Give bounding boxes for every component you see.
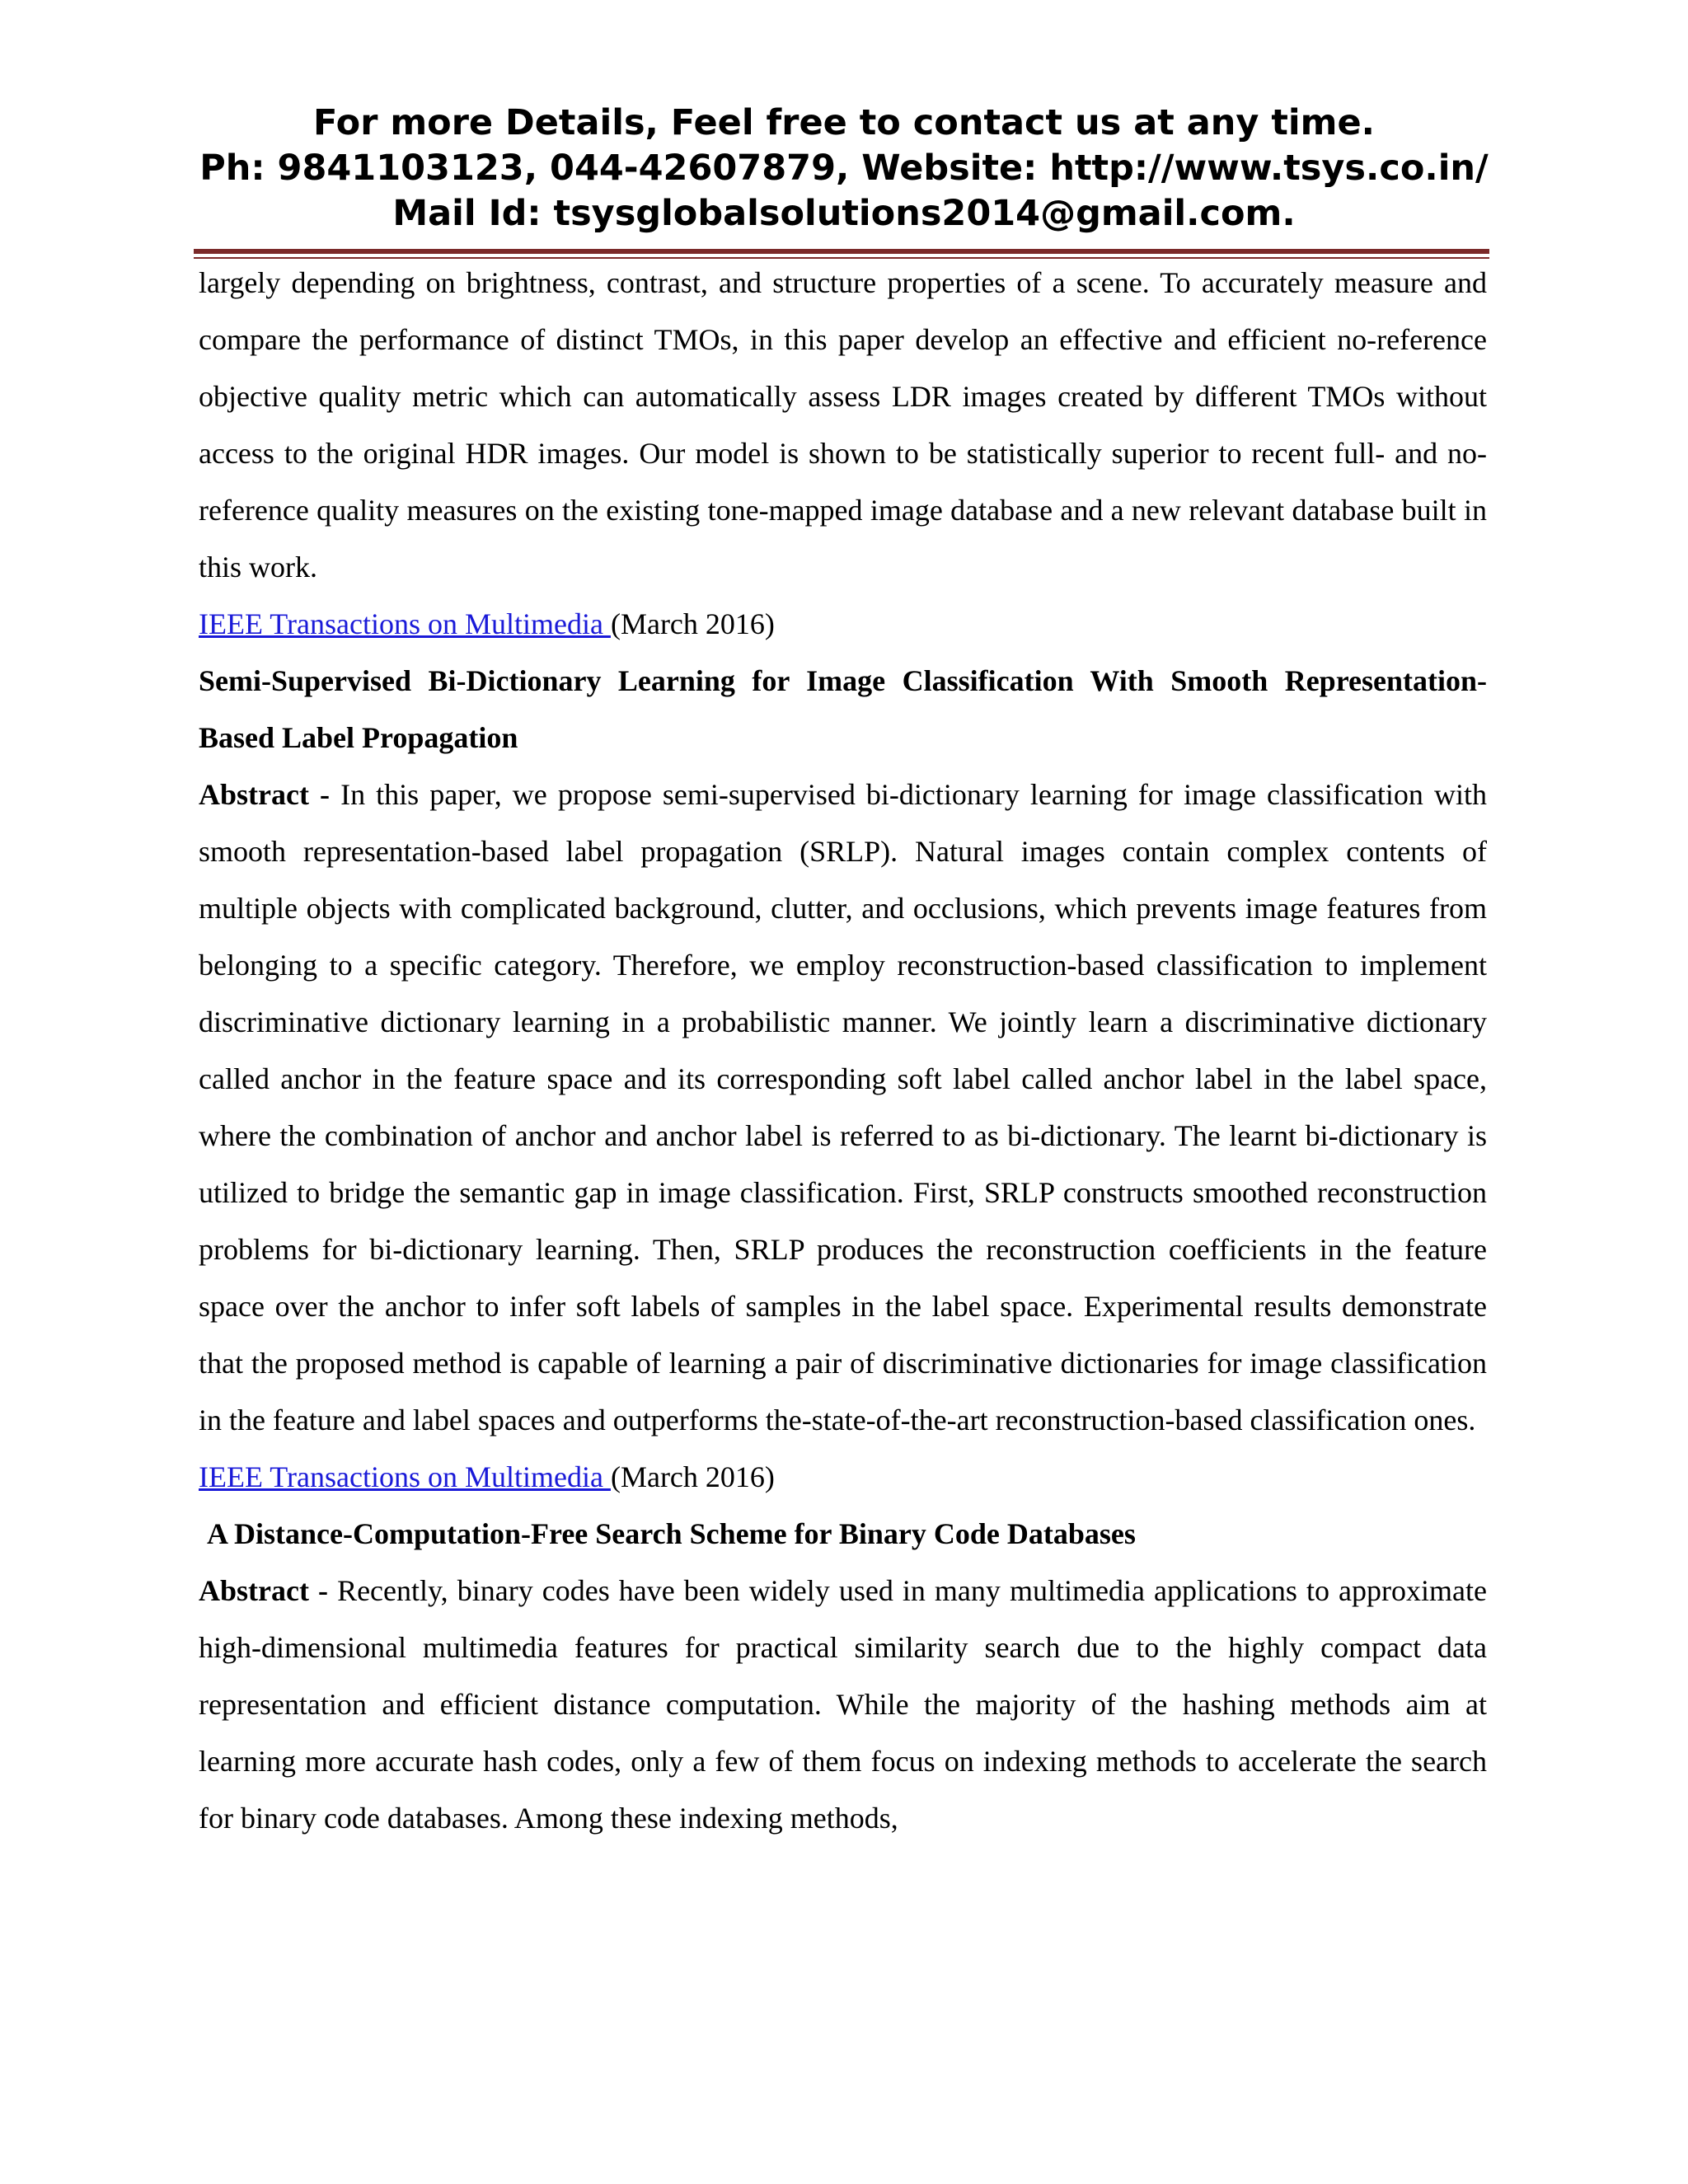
entry-2-abstract-text: Recently, binary codes have been widely used in many multimedia applications to approximate high-dimensional multimedia features for practical similarity search due to the highly compact data representation and efficient distance computation. While the majority of the hashing methods aim at learning more accurate hash codes, only a few of them focus on indexing methods to accelerate the search for binary code databases. Among these indexing methods,	[199, 1574, 1487, 1835]
header-line-phone-website: Ph: 9841103123, 044-42607879, Website: http://www.tsys.co.in/	[199, 148, 1489, 189]
entry-2-date: (March 2016)	[610, 1460, 775, 1493]
entry-2-abstract	[199, 1563, 1487, 1847]
entry-2-journal-link[interactable]: IEEE Transactions on Multimedia	[199, 1460, 611, 1493]
entry-1-source	[199, 596, 1487, 653]
entry-1-abstract-label: Abstract -	[199, 778, 341, 811]
entry-1-abstract	[199, 766, 1487, 1449]
entry-2-abstract-label: Abstract -	[199, 1574, 338, 1607]
contact-header	[0, 101, 1688, 237]
entry-1-date: (March 2016)	[610, 607, 775, 640]
header-divider-thick	[194, 249, 1489, 254]
entry-2-source	[199, 1449, 1487, 1506]
intro-paragraph: largely depending on brightness, contrast, and structure properties of a scene. To accurately measure and compare the performance of distinct TMOs, in this paper develop an effective and efficient no-reference objective quality metric which can automatically assess LDR images created by different TMOs without access to the original HDR images. Our model is shown to be statistically superior to recent full- and no-reference quality measures on the existing tone-mapped image database and a new relevant database built in this work.	[199, 266, 1487, 583]
document-body	[199, 255, 1487, 1847]
entry-2-title: A Distance-Computation-Free Search Scheme for Binary Code Databases	[207, 1517, 1136, 1550]
header-line-email: Mail Id: tsysglobalsolutions2014@gmail.com.	[392, 193, 1296, 234]
entry-1-title: Semi-Supervised Bi-Dictionary Learning for Image Classification With Smooth Representation-Based Label Propagation	[199, 664, 1487, 754]
entry-1-abstract-text: In this paper, we propose semi-supervised bi-dictionary learning for image classification with smooth representation-based label propagation (SRLP). Natural images contain complex contents of multiple objects with complicated background, clutter, and occlusions, which prevents image features from belonging to a specific category. Therefore, we employ reconstruction-based classification to implement discriminative dictionary learning in a probabilistic manner. We jointly learn a discriminative dictionary called anchor in the feature space and its corresponding soft label called anchor label in the label space, where the combination of anchor and anchor label is referred to as bi-dictionary. The learnt bi-dictionary is utilized to bridge the semantic gap in image classification. First, SRLP constructs smoothed reconstruction problems for bi-dictionary learning. Then, SRLP produces the reconstruction coefficients in the feature space over the anchor to infer soft labels of samples in the label space. Experimental results demonstrate that the proposed method is capable of learning a pair of discriminative dictionaries for image classification in the feature and label spaces and outperforms the-state-of-the-art reconstruction-based classification ones.	[199, 778, 1488, 1436]
header-line-details: For more Details, Feel free to contact us at any time.	[313, 102, 1375, 143]
entry-1-journal-link[interactable]: IEEE Transactions on Multimedia	[199, 607, 611, 640]
